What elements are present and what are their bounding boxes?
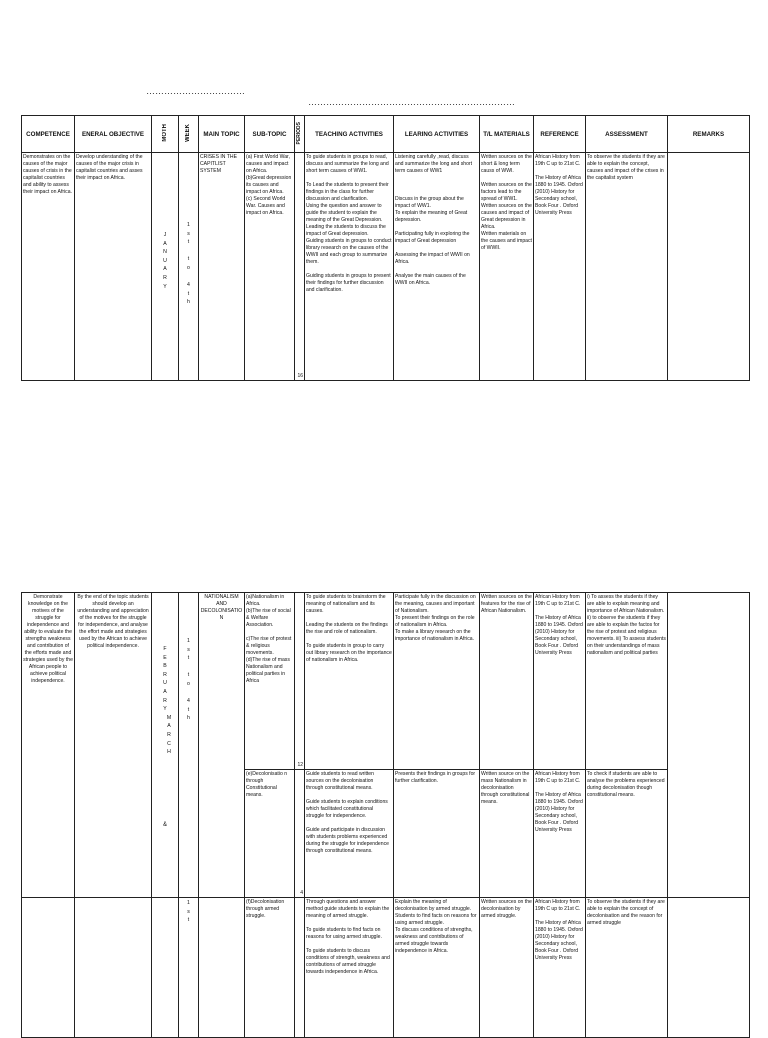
scheme-table-top <box>21 115 750 381</box>
r2-assessment-a: i) To assess the students if they are able to explain meaning and importance of African Nationalism. ii) to observe the students if they are able to explain the factos for the rise of protest and religious movements. iii) To assess students on their understandings of mass nationalism and political parties <box>586 593 668 770</box>
r1-objective: Develop understanding of the causes of the major crisis in capitalist countries and asses their impact on Africa. <box>75 153 152 381</box>
r2-teaching-a: To guide students to brainstorm the meaning of nationalism and its causes. Leading the students on the findings the rise and role of nationalism. To guide students in group to carry out library research on the importance of nationalism in Africa. <box>305 593 394 770</box>
row-feb-a <box>22 593 750 770</box>
r2-sub-b: (e)Decolonisatio n through Constitutional means. <box>245 770 295 898</box>
r2-periods-b: 4 <box>300 890 303 896</box>
col-general-objective: ENERAL OBJECTIVE <box>75 116 152 153</box>
r3-sub: (f)Decolonisation through armed struggle. <box>245 898 295 1038</box>
r2-learning-b: Presents their findings in groups for further clarification. <box>394 770 480 898</box>
r1-assessment: To observe the students if they are able to explain the concept, causes and impact of the crises in the capitalist system <box>586 153 668 381</box>
r3-tl: Written sources on the decolonisation by armed struggle. <box>480 898 534 1038</box>
col-tl-materials: T/L MATERIALS <box>480 116 534 153</box>
r2-learning-a: Participate fully in the discussion on the meaning, causes and important of Nationalism. To present their findings on the role of nationalism in Africa. To make a library research on the importance of nationalism in Africa. <box>394 593 480 770</box>
r1-reference: African History from 19th C up to 21st C. The History of Africa 1880 to 1945. Oxford (2010) History for Secondary school, Book Four . Oxford University Press <box>534 153 586 381</box>
r1-tl: Written sources on the short & long term causs of WWI. Written sources on the factors lead to the spread of WW1. Written sources on the causes and impact of Great depression in Africa. Written materials on the causes and impact of WWII. <box>480 153 534 381</box>
col-month-cell <box>152 116 179 153</box>
r3-remarks <box>668 898 750 1038</box>
r1-month: J A N U A R Y <box>152 153 179 381</box>
r2-main-topic: NATIONALISM AND DECOLONISATIO N <box>199 593 245 898</box>
r2-competence: Demonstrate knowledge on the motives of the struggle for independence and ability to evaluate the strengths weakness and contribution of the efforts made and strategies used by the African people to achieve political independence. <box>22 593 75 898</box>
col-periods: PERIODS <box>296 121 302 145</box>
col-competence: COMPETENCE <box>22 116 75 153</box>
r3-reference: African History from 19th C up to 21st C. The History of Africa 1880 to 1945. Oxford (2010) History for Secondary school, Book Four . Oxford University Press <box>534 898 586 1038</box>
col-remarks: REMARKS <box>668 116 750 153</box>
r2-periods-b-cell <box>295 770 305 898</box>
r2-reference-b: African History from 19th C up to 21st C. The History of Africa 1880 to 1945. Oxford (2010) History for Secondary school, Book Four . Oxford University Press <box>534 770 586 898</box>
r2-reference-a: African History from 19th C up to 21st C. The History of Africa 1880 to 1945. Oxford (2010) History for Secondary school, Book Four . Oxford University Press <box>534 593 586 770</box>
col-teaching: TEACHING ACTIVITIES <box>305 116 394 153</box>
r1-remarks <box>668 153 750 381</box>
r3-objective <box>75 898 152 1038</box>
r1-sub-topic: (a) First World War, causes and impact on Africa. (b)Great depression its causes and impact on Africa. (c) Second World War. Causes and impact on Africa. <box>245 153 295 381</box>
r2-objective: By the end of the topic students should develop an understanding and appreciation of the motives for the struggle for independence, and analyse the effort made and strategies used by the African to achieve political independence. <box>75 593 152 898</box>
scheme-table-bottom <box>21 592 750 1038</box>
col-week: WEEK <box>185 124 191 142</box>
r3-assessment: To observe the students if they are able to explain the concept of decolonisation and the reason for armed struggle <box>586 898 668 1038</box>
r1-week: 1 s t t o 4 t h <box>179 153 199 381</box>
r3-teaching: Through questions and answer method guide students to explain the meaning of armed struggle. To guide students to find facts on reasons for using armed struggle. To guide students to discuss conditions of strength, weakness and contributions of armed struggle towards independence in Africa. <box>305 898 394 1038</box>
row-january <box>22 153 750 381</box>
col-sub-topic: SUB-TOPIC <box>245 116 295 153</box>
header-dots-long: …………………………………………………………… <box>308 97 515 107</box>
r2-sub-a: (a)Nationalism in Africa. (b)The rise of social & Welfare Association. c)The rise of protest & religious movements. (d)The rise of mass Nationalism and political parties in Africa <box>245 593 295 770</box>
header-row <box>22 116 750 153</box>
col-month: MOTH <box>161 124 168 142</box>
r1-competence: Demonstrates on the causes of the major causes of crisis in the capitalist countries and ability to assess their impact on Africa. <box>22 153 75 381</box>
r1-teaching: To guide students in groups to read, discuss and summarize the long and short term causes of WW1. To Lead the students to present their findings in the class for further discussion and clarification. Using the question and answer to guide the student to explain the meaning of the Great Depression. Leading the students to discuss the impact of Great depression. Guiding students in groups to conduct library research on the causes of the WWII and each group to summarize them. Guiding students in groups to present their findings for further discussion and clarification. <box>305 153 394 381</box>
r3-week: 1 s t <box>179 898 199 1038</box>
r1-main-topic: CRISES IN THE CAPITLIST SYSTEM <box>199 153 245 381</box>
col-week-cell <box>179 116 199 153</box>
header-dots-short: …………………………… <box>146 86 245 96</box>
r1-periods: 16 <box>297 373 303 379</box>
r3-month <box>152 898 179 1038</box>
col-learning: LEARING ACTIVITIES <box>394 116 480 153</box>
r3-learning: Explain the meaning of decolonisation by armed struggle. Students to find facts on reasons for using armed struggle. To discuss conditions of strengths, weakness and contributions of armed struggle towards independence in Africa. <box>394 898 480 1038</box>
col-main-topic: MAIN TOPIC <box>199 116 245 153</box>
r2-tl-a: Written sources on the features for the rise of African Nationalism. <box>480 593 534 770</box>
r2-remarks <box>668 593 750 898</box>
r2-teaching-b: Guide students to read written sources on the decolonisation through constitutional means. Guide students to explain conditions which facilitated constitutional struggle for independence. Guide and participate in discussion with students problems experienced during the struggle for independence through constitutional means. <box>305 770 394 898</box>
r2-tl-b: Written source on the mass Nationalism in decolonisation through constitutional means. <box>480 770 534 898</box>
r3-competence <box>22 898 75 1038</box>
r2-ampersand: & <box>162 821 167 828</box>
col-reference: REFERENCE <box>534 116 586 153</box>
r1-learning: Listening carefully ,read, discuss and summarize the long and short term causes of WW1 Discuss in the group about the impact of WW1. To explain the meaning of Great depression. Participating fully in exploring the impact of Great depression Assessing the impact of WWII on Africa. Analyse the main causes of the WWII on Africa. <box>394 153 480 381</box>
col-periods-cell <box>295 116 305 153</box>
r2-month: F E B R U A R Y M A R C H & <box>152 593 179 898</box>
r2-assessment-b: To check if students are able to analyse the problems experienced during decolonisation though constitutional means. <box>586 770 668 898</box>
col-assessment: ASSESSMENT <box>586 116 668 153</box>
r3-main-topic <box>199 898 245 1038</box>
row-march <box>22 898 750 1038</box>
r2-periods-a-cell <box>295 593 305 770</box>
r1-periods-cell <box>295 153 305 381</box>
r3-periods <box>295 898 305 1038</box>
r2-periods-a: 12 <box>297 762 303 768</box>
r2-week: 1 s t t o 4 t h <box>179 593 199 898</box>
